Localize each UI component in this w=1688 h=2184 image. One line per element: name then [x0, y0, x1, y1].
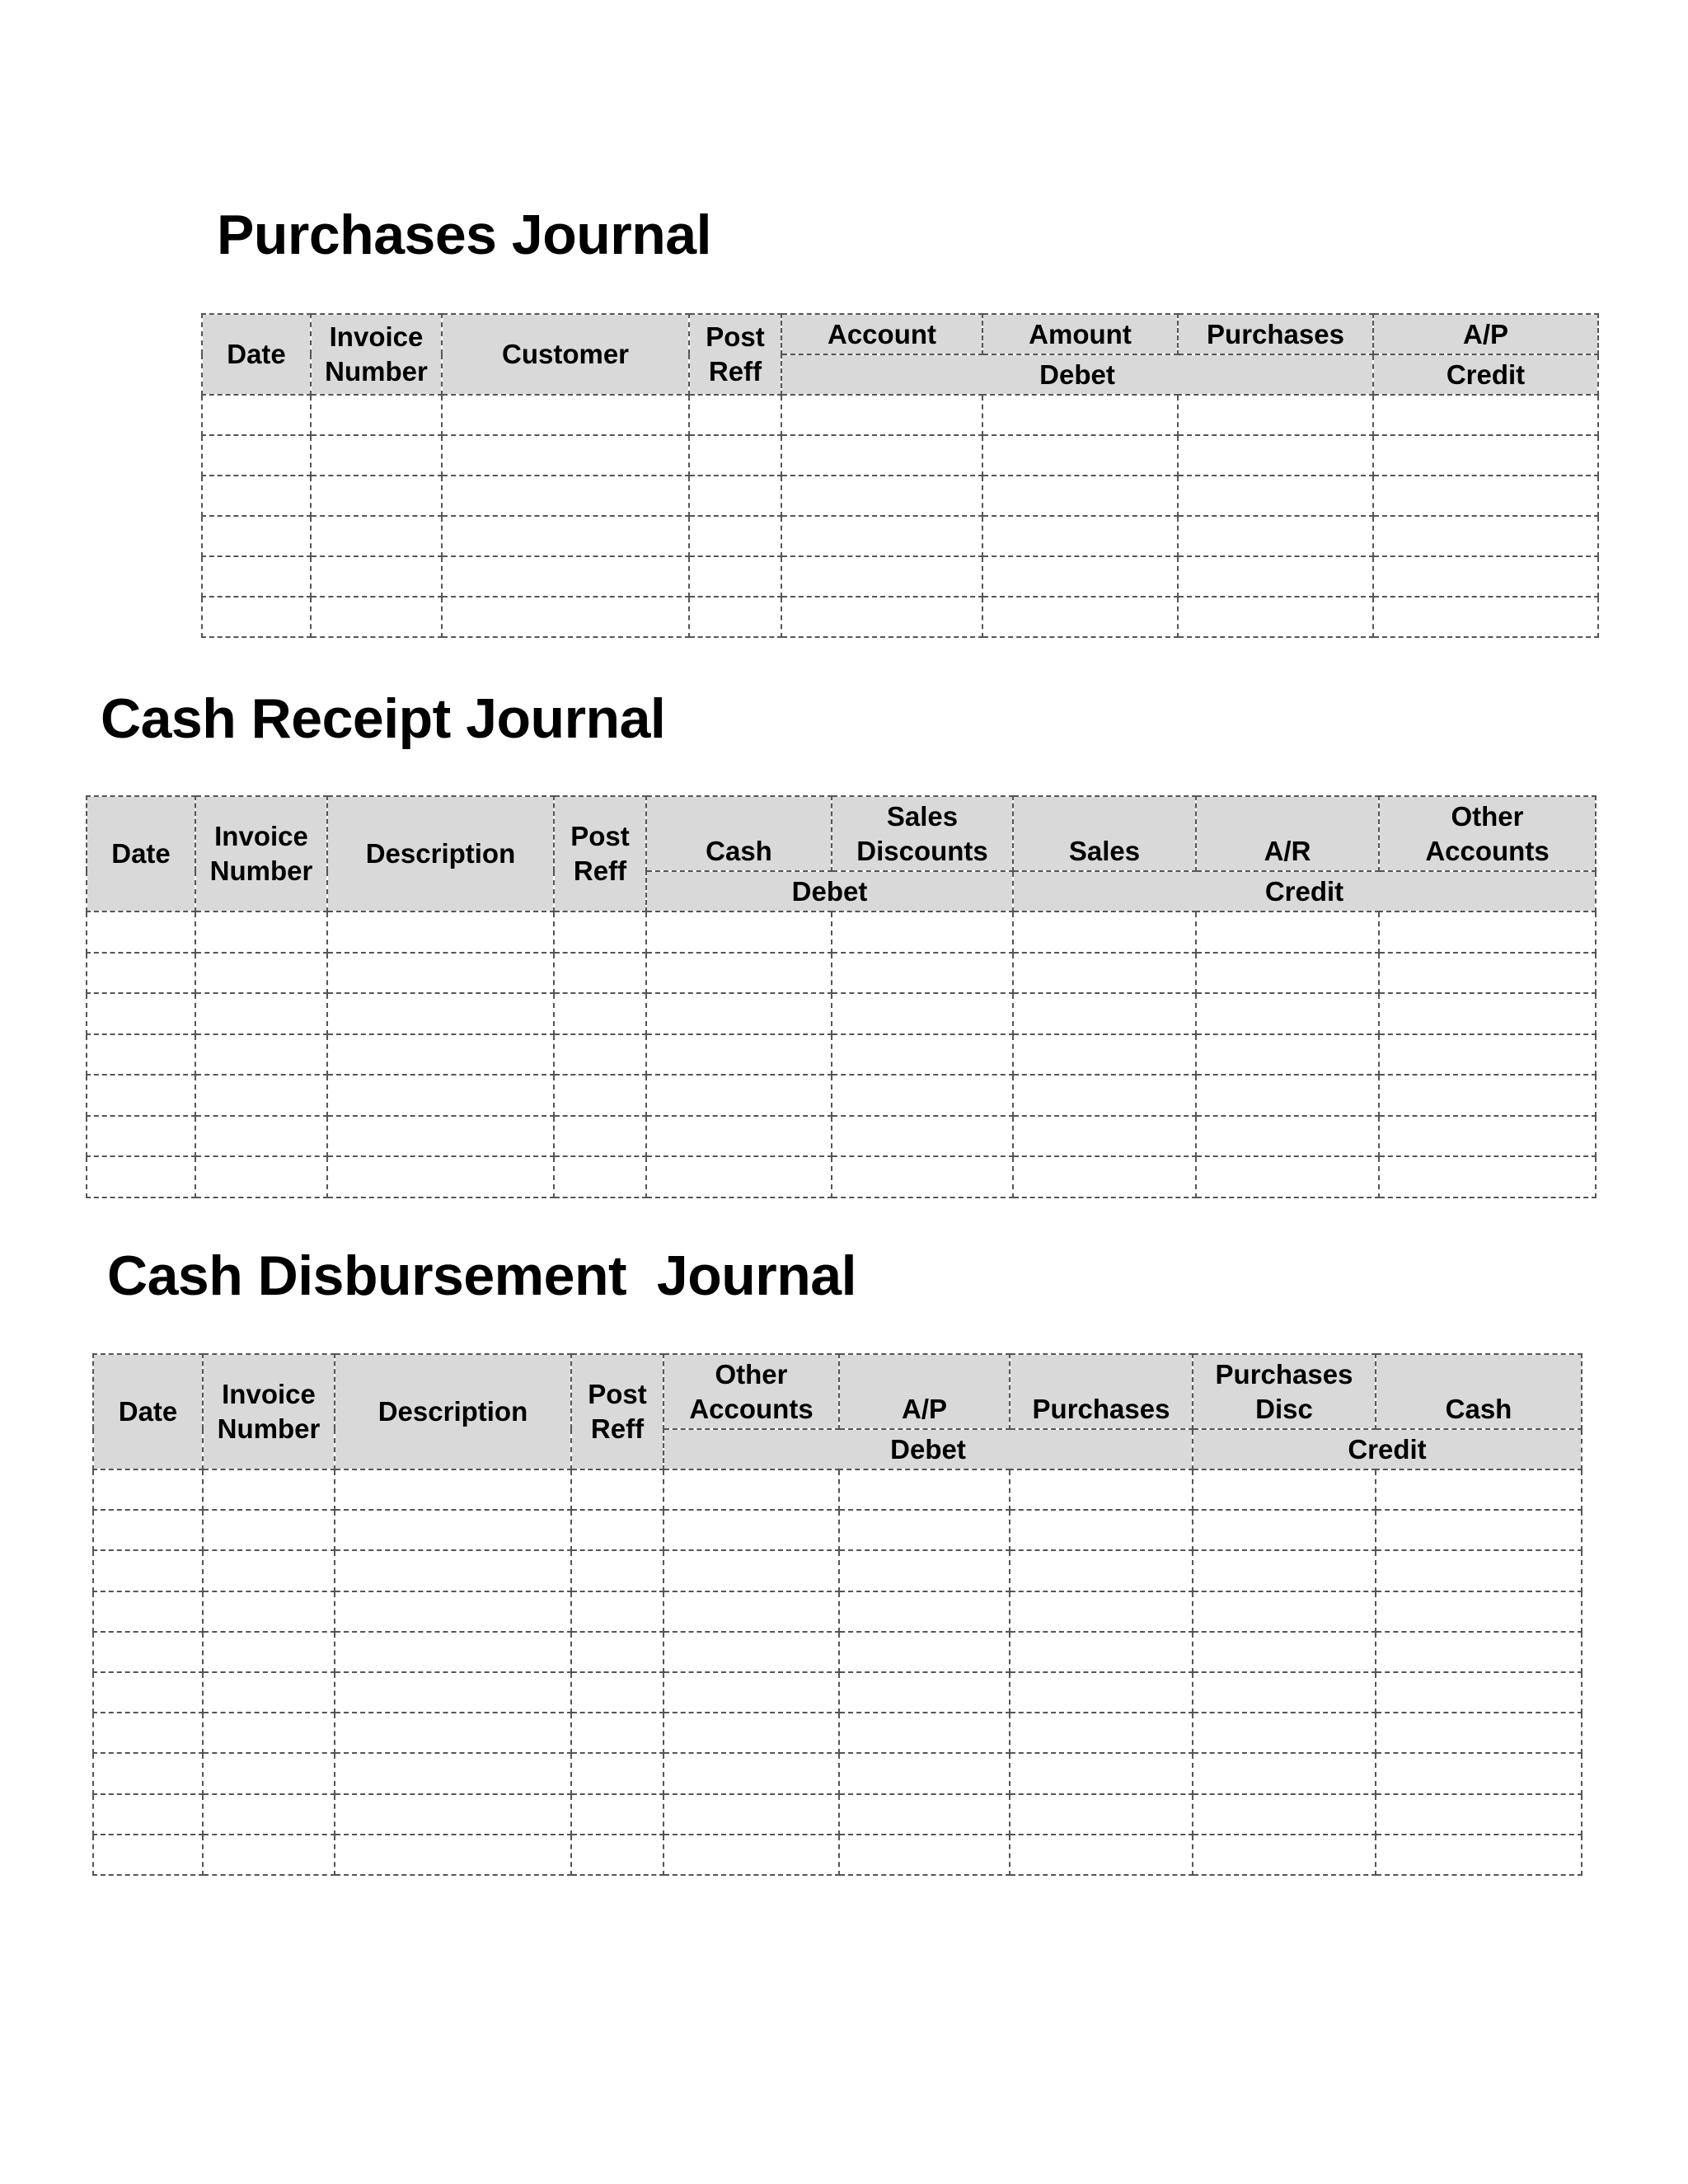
ledger-cell[interactable] — [311, 395, 442, 435]
ledger-cell[interactable] — [311, 516, 442, 556]
ledger-cell[interactable] — [571, 1672, 663, 1713]
ledger-cell[interactable] — [781, 597, 982, 637]
ledger-cell[interactable] — [571, 1510, 663, 1550]
purchases-header-purchases: Purchases — [1178, 314, 1373, 354]
ledger-cell[interactable] — [1010, 1753, 1193, 1793]
ledger-row — [87, 1034, 1596, 1076]
ledger-cell[interactable] — [442, 597, 689, 637]
ledger-cell[interactable] — [1376, 1672, 1582, 1713]
ledger-cell[interactable] — [335, 1591, 571, 1632]
ledger-cell[interactable] — [571, 1469, 663, 1510]
ledger-cell[interactable] — [982, 597, 1178, 637]
ledger-cell[interactable] — [554, 1075, 646, 1116]
ledger-cell[interactable] — [1010, 1794, 1193, 1835]
ledger-cell[interactable] — [335, 1672, 571, 1713]
ledger-row — [87, 1116, 1596, 1157]
ledger-cell[interactable] — [203, 1632, 335, 1672]
ledger-cell[interactable] — [689, 556, 781, 597]
ledger-cell[interactable] — [442, 516, 689, 556]
ledger-cell[interactable] — [202, 395, 311, 435]
ledger-cell[interactable] — [571, 1835, 663, 1875]
ledger-cell[interactable] — [1379, 912, 1596, 953]
ledger-cell[interactable] — [1373, 395, 1598, 435]
ledger-cell[interactable] — [1376, 1469, 1582, 1510]
ledger-cell[interactable] — [1196, 993, 1379, 1034]
ledger-cell[interactable] — [554, 1116, 646, 1157]
ledger-cell[interactable] — [663, 1469, 839, 1510]
ledger-cell[interactable] — [87, 993, 195, 1034]
ledger-cell[interactable] — [1193, 1591, 1376, 1632]
ledger-cell[interactable] — [1379, 1034, 1596, 1076]
ledger-cell[interactable] — [1010, 1713, 1193, 1753]
cash-disbursement-header-purchases: Purchases — [1010, 1354, 1193, 1429]
ledger-cell[interactable] — [1193, 1794, 1376, 1835]
ledger-cell[interactable] — [93, 1591, 203, 1632]
purchases-journal-title: Purchases Journal — [217, 204, 711, 266]
ledger-cell[interactable] — [1193, 1753, 1376, 1793]
ledger-cell[interactable] — [1013, 953, 1196, 994]
ledger-cell[interactable] — [203, 1835, 335, 1875]
ledger-cell[interactable] — [832, 1075, 1013, 1116]
ledger-cell[interactable] — [1010, 1591, 1193, 1632]
ledger-cell[interactable] — [554, 912, 646, 953]
ledger-cell[interactable] — [1013, 912, 1196, 953]
cash-receipt-journal-table — [86, 795, 1597, 1198]
ledger-cell[interactable] — [1196, 912, 1379, 953]
ledger-cell[interactable] — [93, 1469, 203, 1510]
ledger-cell[interactable] — [195, 1034, 327, 1076]
ledger-cell[interactable] — [203, 1591, 335, 1632]
purchases-header-post-reff: Post Reff — [689, 314, 781, 395]
ledger-cell[interactable] — [1010, 1672, 1193, 1713]
ledger-cell[interactable] — [554, 1034, 646, 1076]
ledger-cell[interactable] — [1379, 1075, 1596, 1116]
ledger-cell[interactable] — [202, 516, 311, 556]
ledger-row — [93, 1835, 1582, 1875]
ledger-cell[interactable] — [1010, 1835, 1193, 1875]
ledger-row — [93, 1510, 1582, 1550]
ledger-row — [93, 1713, 1582, 1753]
cash-disbursement-header-debet: Debet — [663, 1429, 1193, 1469]
ledger-cell[interactable] — [311, 597, 442, 637]
cash-receipt-header-credit: Credit — [1013, 871, 1596, 912]
cash-disbursement-header-cash: Cash — [1376, 1354, 1582, 1429]
ledger-cell[interactable] — [1178, 395, 1373, 435]
ledger-cell[interactable] — [87, 1116, 195, 1157]
ledger-cell[interactable] — [335, 1510, 571, 1550]
ledger-cell[interactable] — [327, 993, 554, 1034]
purchases-header-debet: Debet — [781, 354, 1373, 395]
cash-disbursement-header-purchases-disc: Purchases Disc — [1193, 1354, 1376, 1429]
ledger-cell[interactable] — [1376, 1835, 1582, 1875]
cash-disbursement-header-post-reff: Post Reff — [571, 1354, 663, 1469]
ledger-cell[interactable] — [1010, 1632, 1193, 1672]
ledger-cell[interactable] — [1196, 1075, 1379, 1116]
ledger-cell[interactable] — [1376, 1632, 1582, 1672]
cash-disbursement-header-other-accounts: Other Accounts — [663, 1354, 839, 1429]
ledger-cell[interactable] — [781, 435, 982, 476]
ledger-row — [202, 476, 1598, 516]
ledger-cell[interactable] — [93, 1713, 203, 1753]
ledger-row — [202, 597, 1598, 637]
ledger-cell[interactable] — [311, 435, 442, 476]
ledger-cell[interactable] — [1013, 1075, 1196, 1116]
cash-receipt-header-description: Description — [327, 796, 554, 912]
ledger-cell[interactable] — [195, 912, 327, 953]
ledger-cell[interactable] — [832, 993, 1013, 1034]
ledger-cell[interactable] — [1013, 1156, 1196, 1197]
cash-disbursement-header-date: Date — [93, 1354, 203, 1469]
ledger-cell[interactable] — [689, 597, 781, 637]
ledger-cell[interactable] — [1013, 993, 1196, 1034]
ledger-cell[interactable] — [646, 1075, 832, 1116]
ledger-row — [87, 1156, 1596, 1197]
ledger-cell[interactable] — [195, 1075, 327, 1116]
ledger-cell[interactable] — [1013, 1116, 1196, 1157]
ledger-cell[interactable] — [195, 993, 327, 1034]
ledger-cell[interactable] — [1379, 953, 1596, 994]
ledger-cell[interactable] — [571, 1591, 663, 1632]
ledger-row — [93, 1632, 1582, 1672]
ledger-cell[interactable] — [203, 1550, 335, 1591]
cash-receipt-header-sales: Sales — [1013, 796, 1196, 871]
ledger-row — [202, 435, 1598, 476]
ledger-cell[interactable] — [571, 1632, 663, 1672]
purchases-header-amount: Amount — [982, 314, 1178, 354]
cash-disbursement-header-invoice-number: Invoice Number — [203, 1354, 335, 1469]
ledger-cell[interactable] — [335, 1753, 571, 1793]
ledger-cell[interactable] — [1013, 1034, 1196, 1076]
ledger-cell[interactable] — [202, 435, 311, 476]
ledger-cell[interactable] — [982, 435, 1178, 476]
ledger-cell[interactable] — [1178, 597, 1373, 637]
ledger-row — [87, 953, 1596, 994]
ledger-cell[interactable] — [93, 1672, 203, 1713]
ledger-cell[interactable] — [832, 1156, 1013, 1197]
purchases-header-credit: Credit — [1373, 354, 1598, 395]
ledger-cell[interactable] — [1373, 597, 1598, 637]
ledger-cell[interactable] — [1376, 1753, 1582, 1793]
ledger-cell[interactable] — [87, 1156, 195, 1197]
ledger-cell[interactable] — [1010, 1510, 1193, 1550]
ledger-cell[interactable] — [1193, 1672, 1376, 1713]
ledger-cell[interactable] — [195, 953, 327, 994]
ledger-cell[interactable] — [663, 1753, 839, 1793]
ledger-cell[interactable] — [839, 1510, 1010, 1550]
ledger-cell[interactable] — [1373, 476, 1598, 516]
ledger-cell[interactable] — [335, 1713, 571, 1753]
ledger-cell[interactable] — [1376, 1591, 1582, 1632]
ledger-row — [93, 1794, 1582, 1835]
ledger-cell[interactable] — [335, 1632, 571, 1672]
ledger-cell[interactable] — [1193, 1713, 1376, 1753]
cash-receipt-header-date: Date — [87, 796, 195, 912]
ledger-cell[interactable] — [663, 1632, 839, 1672]
ledger-cell[interactable] — [327, 1116, 554, 1157]
ledger-cell[interactable] — [571, 1713, 663, 1753]
ledger-cell[interactable] — [663, 1713, 839, 1753]
cash-disbursement-journal-table — [92, 1353, 1582, 1876]
ledger-cell[interactable] — [832, 1116, 1013, 1157]
ledger-cell[interactable] — [311, 556, 442, 597]
cash-disbursement-journal-title: Cash Disbursement Journal — [107, 1244, 857, 1307]
ledger-cell[interactable] — [203, 1672, 335, 1713]
ledger-cell[interactable] — [1178, 435, 1373, 476]
ledger-row — [87, 1075, 1596, 1116]
ledger-cell[interactable] — [1376, 1713, 1582, 1753]
ledger-cell[interactable] — [982, 516, 1178, 556]
cash-receipt-header-post-reff: Post Reff — [554, 796, 646, 912]
ledger-cell[interactable] — [203, 1753, 335, 1793]
ledger-cell[interactable] — [202, 476, 311, 516]
ledger-cell[interactable] — [93, 1632, 203, 1672]
ledger-cell[interactable] — [93, 1510, 203, 1550]
ledger-cell[interactable] — [1010, 1469, 1193, 1510]
cash-receipt-journal-title: Cash Receipt Journal — [101, 687, 666, 750]
purchases-header-customer: Customer — [442, 314, 689, 395]
ledger-cell[interactable] — [646, 993, 832, 1034]
ledger-cell[interactable] — [689, 516, 781, 556]
ledger-cell[interactable] — [87, 912, 195, 953]
ledger-cell[interactable] — [1379, 1116, 1596, 1157]
ledger-cell[interactable] — [1376, 1510, 1582, 1550]
ledger-cell[interactable] — [195, 1116, 327, 1157]
ledger-cell[interactable] — [87, 953, 195, 994]
ledger-row — [93, 1469, 1582, 1510]
ledger-cell[interactable] — [203, 1510, 335, 1550]
ledger-row — [202, 556, 1598, 597]
purchases-journal-table — [201, 313, 1599, 638]
ledger-row — [93, 1550, 1582, 1591]
ledger-cell[interactable] — [781, 556, 982, 597]
ledger-cell[interactable] — [93, 1835, 203, 1875]
ledger-cell[interactable] — [203, 1469, 335, 1510]
ledger-cell[interactable] — [689, 476, 781, 516]
ledger-cell[interactable] — [1193, 1469, 1376, 1510]
cash-disbursement-header-credit: Credit — [1193, 1429, 1582, 1469]
cash-receipt-header-other-accounts: Other Accounts — [1379, 796, 1596, 871]
ledger-cell[interactable] — [781, 476, 982, 516]
ledger-row — [87, 993, 1596, 1034]
ledger-cell[interactable] — [1196, 1116, 1379, 1157]
ledger-cell[interactable] — [646, 1156, 832, 1197]
ledger-cell[interactable] — [1010, 1550, 1193, 1591]
ledger-cell[interactable] — [1379, 993, 1596, 1034]
ledger-cell[interactable] — [832, 1034, 1013, 1076]
cash-receipt-header-sales-discounts: Sales Discounts — [832, 796, 1013, 871]
ledger-cell[interactable] — [839, 1835, 1010, 1875]
ledger-cell[interactable] — [832, 953, 1013, 994]
purchases-header-account: Account — [781, 314, 982, 354]
ledger-cell[interactable] — [442, 476, 689, 516]
ledger-cell[interactable] — [982, 556, 1178, 597]
ledger-cell[interactable] — [646, 1034, 832, 1076]
cash-disbursement-header-ap: A/P — [839, 1354, 1010, 1429]
ledger-cell[interactable] — [203, 1794, 335, 1835]
ledger-cell[interactable] — [839, 1469, 1010, 1510]
ledger-cell[interactable] — [1373, 516, 1598, 556]
ledger-cell[interactable] — [571, 1550, 663, 1591]
ledger-cell[interactable] — [689, 435, 781, 476]
ledger-row — [202, 395, 1598, 435]
purchases-header-invoice-number: Invoice Number — [311, 314, 442, 395]
ledger-cell[interactable] — [1193, 1632, 1376, 1672]
ledger-cell[interactable] — [311, 476, 442, 516]
ledger-cell[interactable] — [1376, 1794, 1582, 1835]
ledger-cell[interactable] — [554, 953, 646, 994]
ledger-cell[interactable] — [1193, 1550, 1376, 1591]
ledger-cell[interactable] — [202, 556, 311, 597]
ledger-cell[interactable] — [839, 1632, 1010, 1672]
ledger-cell[interactable] — [832, 912, 1013, 953]
ledger-cell[interactable] — [1373, 435, 1598, 476]
ledger-cell[interactable] — [327, 1156, 554, 1197]
ledger-cell[interactable] — [1193, 1510, 1376, 1550]
ledger-cell[interactable] — [335, 1835, 571, 1875]
ledger-cell[interactable] — [839, 1672, 1010, 1713]
ledger-cell[interactable] — [982, 476, 1178, 516]
ledger-cell[interactable] — [781, 395, 982, 435]
ledger-cell[interactable] — [646, 1116, 832, 1157]
cash-receipt-header-cash: Cash — [646, 796, 832, 871]
cash-receipt-header-invoice-number: Invoice Number — [195, 796, 327, 912]
cash-receipt-header-ar: A/R — [1196, 796, 1379, 871]
ledger-cell[interactable] — [335, 1794, 571, 1835]
ledger-cell[interactable] — [1193, 1835, 1376, 1875]
ledger-cell[interactable] — [781, 516, 982, 556]
ledger-cell[interactable] — [571, 1794, 663, 1835]
ledger-row — [93, 1753, 1582, 1793]
ledger-row — [87, 912, 1596, 953]
ledger-cell[interactable] — [663, 1794, 839, 1835]
ledger-cell[interactable] — [1373, 556, 1598, 597]
ledger-cell[interactable] — [327, 1034, 554, 1076]
cash-disbursement-header-description: Description — [335, 1354, 571, 1469]
ledger-cell[interactable] — [663, 1835, 839, 1875]
ledger-row — [93, 1591, 1582, 1632]
ledger-cell[interactable] — [1196, 1034, 1379, 1076]
ledger-cell[interactable] — [554, 1156, 646, 1197]
ledger-cell[interactable] — [663, 1591, 839, 1632]
ledger-cell[interactable] — [202, 597, 311, 637]
ledger-cell[interactable] — [689, 395, 781, 435]
ledger-cell[interactable] — [93, 1794, 203, 1835]
ledger-cell[interactable] — [1178, 476, 1373, 516]
ledger-cell[interactable] — [1178, 556, 1373, 597]
ledger-cell[interactable] — [327, 912, 554, 953]
ledger-cell[interactable] — [1379, 1156, 1596, 1197]
ledger-cell[interactable] — [839, 1713, 1010, 1753]
purchases-header-date: Date — [202, 314, 311, 395]
ledger-cell[interactable] — [327, 953, 554, 994]
ledger-cell[interactable] — [93, 1753, 203, 1793]
ledger-cell[interactable] — [646, 953, 832, 994]
ledger-cell[interactable] — [442, 395, 689, 435]
ledger-cell[interactable] — [839, 1591, 1010, 1632]
ledger-cell[interactable] — [335, 1469, 571, 1510]
ledger-cell[interactable] — [839, 1550, 1010, 1591]
ledger-cell[interactable] — [663, 1550, 839, 1591]
ledger-cell[interactable] — [442, 556, 689, 597]
ledger-cell[interactable] — [87, 1075, 195, 1116]
ledger-cell[interactable] — [1196, 1156, 1379, 1197]
ledger-cell[interactable] — [554, 993, 646, 1034]
ledger-cell[interactable] — [1196, 953, 1379, 994]
ledger-cell[interactable] — [442, 435, 689, 476]
ledger-cell[interactable] — [839, 1753, 1010, 1793]
ledger-cell[interactable] — [195, 1156, 327, 1197]
ledger-cell[interactable] — [327, 1075, 554, 1116]
ledger-cell[interactable] — [87, 1034, 195, 1076]
ledger-row — [202, 516, 1598, 556]
ledger-cell[interactable] — [571, 1753, 663, 1793]
ledger-row — [93, 1672, 1582, 1713]
cash-receipt-header-debet: Debet — [646, 871, 1013, 912]
ledger-cell[interactable] — [982, 395, 1178, 435]
ledger-cell[interactable] — [335, 1550, 571, 1591]
ledger-cell[interactable] — [646, 912, 832, 953]
ledger-cell[interactable] — [203, 1713, 335, 1753]
purchases-header-ap: A/P — [1373, 314, 1598, 354]
ledger-cell[interactable] — [1178, 516, 1373, 556]
ledger-cell[interactable] — [663, 1510, 839, 1550]
ledger-cell[interactable] — [839, 1794, 1010, 1835]
ledger-cell[interactable] — [663, 1672, 839, 1713]
ledger-cell[interactable] — [1376, 1550, 1582, 1591]
ledger-cell[interactable] — [93, 1550, 203, 1591]
